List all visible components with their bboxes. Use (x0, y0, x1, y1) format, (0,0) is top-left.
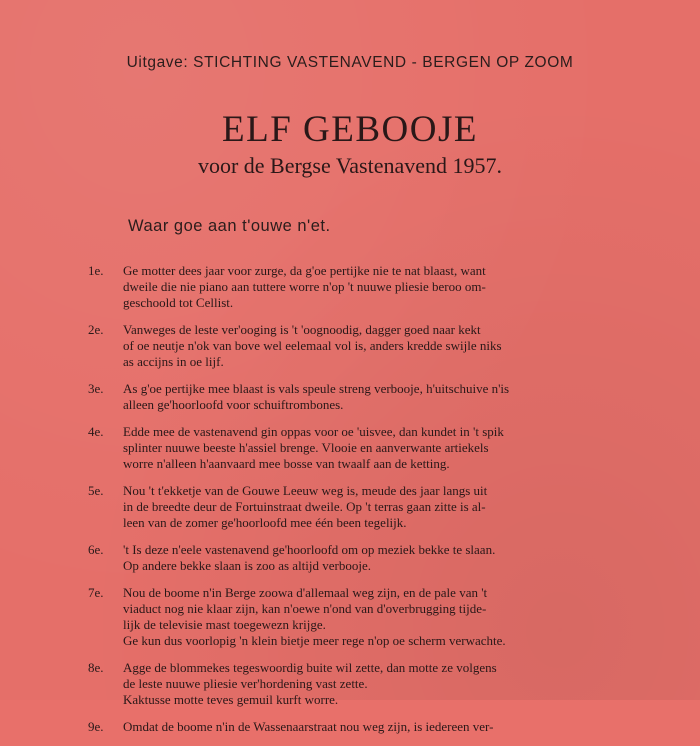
item-text (123, 542, 648, 574)
item-number: 4e. (88, 424, 104, 439)
page-title: ELF GEBOOJE (222, 109, 478, 150)
item-text-line: Ge kun dus voorlopig 'n klein bietje meer rege n'op oe scherm verwachte. (123, 633, 506, 648)
item-text-line: Vanweges de leste ver'ooging is 't 'oognoodig, dagger goed naar kekt (123, 322, 481, 337)
item-text-line: splinter nuuwe beeste h'assiel brenge. Vlooie en aanverwante artiekels (123, 440, 489, 455)
item-text-line: leen van de zomer ge'hoorloofd mee één been tegelijk. (123, 515, 407, 530)
item-text (123, 483, 648, 531)
item-text-line: viaduct nog nie klaar zijn, kan n'oewe n'ond van d'overbrugging tijde- (123, 601, 487, 616)
item-number: 7e. (88, 585, 104, 600)
item-text-line: dweile die nie piano aan tuttere worre n'op 't nuuwe pliesie beroo om- (123, 279, 486, 294)
item-number: 1e. (88, 263, 104, 278)
item-text-line: in de breedte deur de Fortuinstraat dweile. Op 't terras gaan zitte is al- (123, 499, 486, 514)
item-text-line: Ge motter dees jaar voor zurge, da g'oe pertijke nie te nat blaast, want (123, 263, 486, 278)
item-number: 5e. (88, 483, 104, 498)
list-item (88, 381, 648, 413)
list-item (88, 263, 648, 311)
list-item (88, 542, 648, 574)
item-text-line: Op andere bekke slaan is zoo as altijd verbooje. (123, 558, 371, 573)
list-item (88, 483, 648, 531)
list-item (88, 322, 648, 370)
item-text-line: geschoold tot Cellist. (123, 295, 234, 310)
item-text (123, 660, 648, 708)
item-text-line: Nou 't t'ekketje van de Gouwe Leeuw weg is, meude des jaar langs uit (123, 483, 488, 498)
item-text-line: As g'oe pertijke mee blaast is vals speule streng verbooje, h'uitschuive n'is (123, 381, 510, 396)
item-text (123, 381, 648, 413)
list-item (88, 660, 648, 708)
list-item (88, 585, 648, 649)
item-text-line: lijk de televisie mast toegewezn krijge. (123, 617, 326, 632)
item-text-line: as accijns in oe lijf. (123, 354, 224, 369)
item-text-line: Kaktusse motte teves gemuil kurft worre. (123, 692, 339, 707)
publisher-line: Uitgave: STICHTING VASTENAVEND - BERGEN OP ZOOM (126, 54, 574, 71)
item-text (123, 263, 648, 311)
item-number: 9e. (88, 719, 104, 734)
item-text (123, 719, 648, 735)
item-number: 2e. (88, 322, 104, 337)
section-title: Waar goe aan t'ouwe n'et. (128, 217, 331, 235)
item-number: 3e. (88, 381, 104, 396)
item-number: 6e. (88, 542, 104, 557)
item-text-line: de leste nuuwe pliesie ver'hordening vast zette. (123, 676, 368, 691)
item-text-line: 't Is deze n'eele vastenavend ge'hoorloofd om op meziek bekke te slaan. (123, 542, 496, 557)
item-text-line: Edde mee de vastenavend gin oppas voor oe 'uisvee, dan kundet in 't spik (123, 424, 504, 439)
item-text-line: Omdat de boome n'in de Wassenaarstraat nou weg zijn, is iedereen ver- (123, 719, 494, 734)
item-text-line: Agge de blommekes tegeswoordig buite wil zette, dan motte ze volgens (123, 660, 497, 675)
item-text (123, 585, 648, 649)
list-item (88, 719, 648, 735)
item-number: 8e. (88, 660, 104, 675)
item-text (123, 322, 648, 370)
rules-list (88, 263, 648, 746)
list-item (88, 424, 648, 472)
page-subtitle: voor de Bergse Vastenavend 1957. (197, 153, 503, 178)
item-text-line: worre n'alleen h'aanvaard mee bosse van twaalf aan de ketting. (123, 456, 450, 471)
item-text-line: alleen ge'hoorloofd voor schuiftrombones. (123, 397, 344, 412)
item-text-line: of oe neutje n'ok van bove wel eelemaal vol is, anders kredde swijle niks (123, 338, 502, 353)
item-text (123, 424, 648, 472)
item-text-line: Nou de boome n'in Berge zoowa d'allemaal weg zijn, en de pale van 't (123, 585, 488, 600)
